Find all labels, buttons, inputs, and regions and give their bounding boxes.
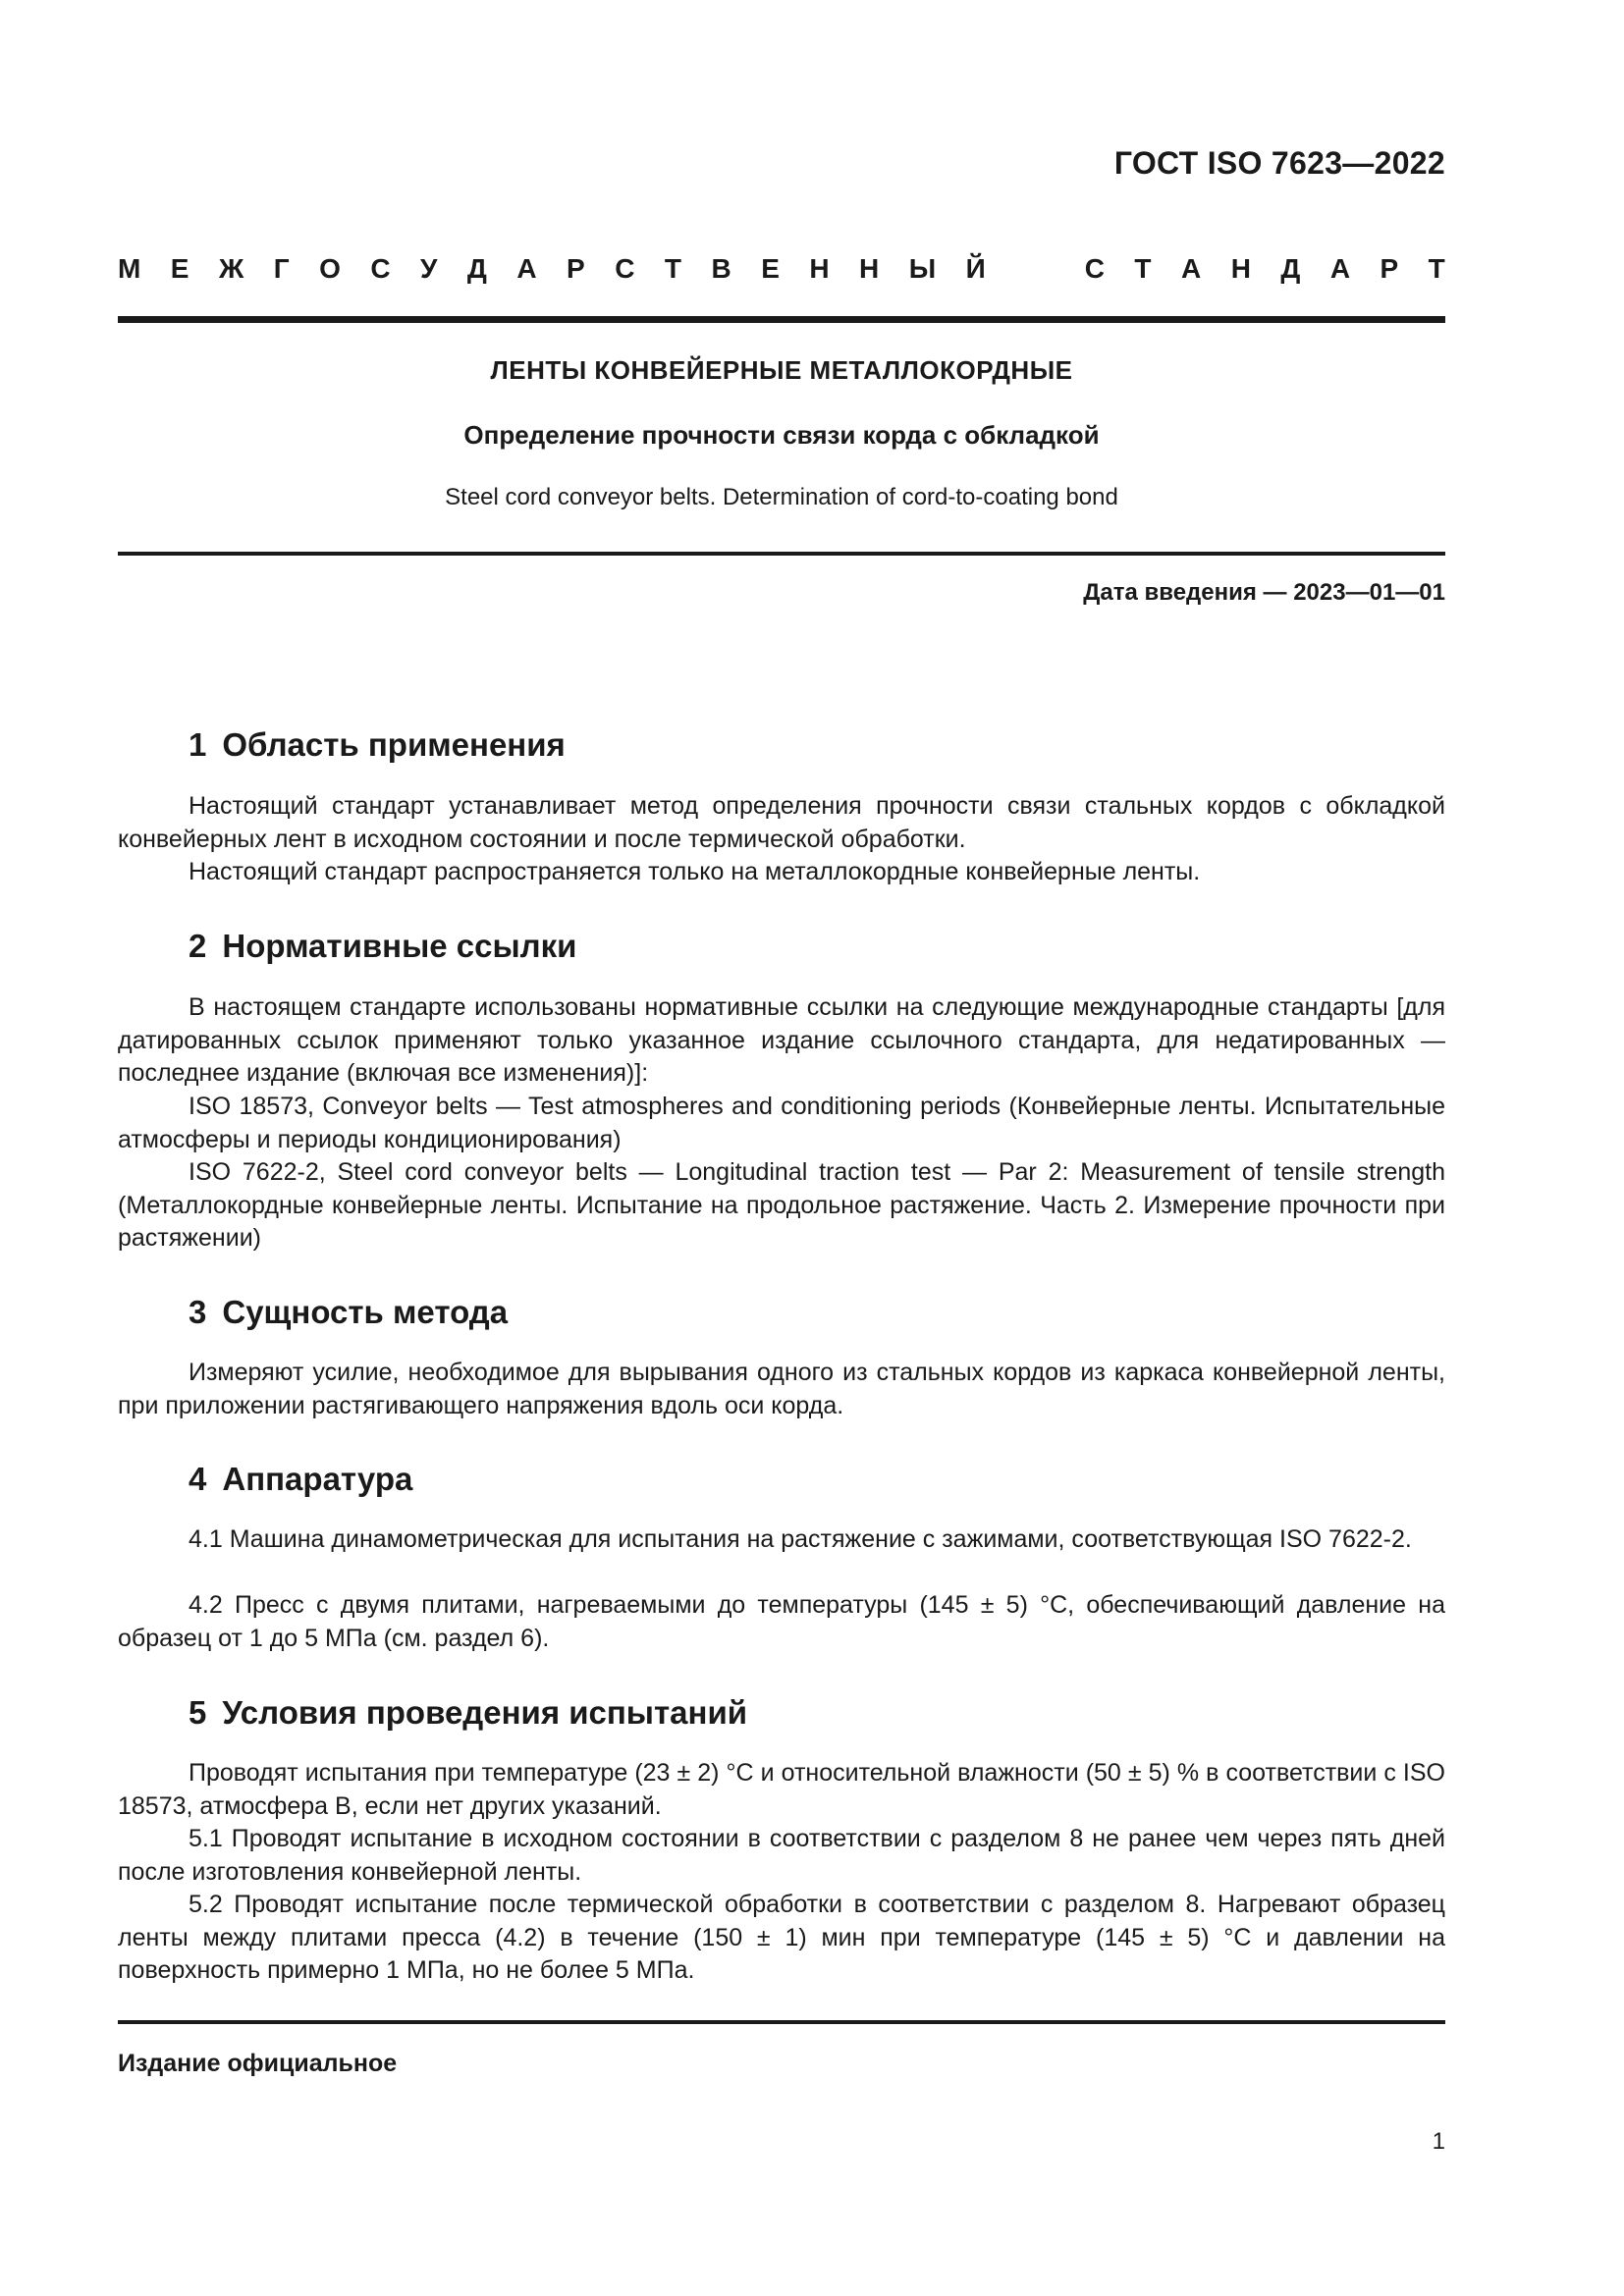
banner-letter: О <box>319 253 341 284</box>
banner-letter: Д <box>466 253 487 284</box>
banner-letter: А <box>1180 253 1202 284</box>
section-heading <box>189 1694 747 1732</box>
title-divider <box>118 552 1445 556</box>
page-number: 1 <box>1432 2128 1445 2155</box>
paragraph: Настоящий стандарт распространяется только на металлокордные конвейерные ленты. <box>189 858 1201 885</box>
paragraph: 5.2 Проводят испытание после термической обработки в соответствии с разделом 8. Нагревают образец ленты между плитами пресса (4.2) в течение (150 ± 1) мин при температуре (145 ± 5) °С и давлении на поверхность примерно 1 МПа, но не более 5 МПа. <box>118 1891 1445 1984</box>
paragraph: Измеряют усилие, необходимое для вырывания одного из стальных кордов из каркаса конвейерной ленты, при приложении растягивающего напряжения вдоль оси корда. <box>118 1359 1445 1419</box>
document-title-english: Steel cord conveyor belts. Determination of cord-to-coating bond <box>445 484 1118 510</box>
banner-letter: Р <box>1380 253 1399 284</box>
document-subtitle: Определение прочности связи корда с обкладкой <box>463 420 1100 450</box>
document-code: ГОСТ ISO 7623—2022 <box>1113 145 1445 181</box>
section-heading <box>189 1461 412 1498</box>
paragraph: ISO 18573, Conveyor belts — Test atmospheres and conditioning periods (Конвейерные ленты. Испытательные атмосферы и периоды кондиционирования) <box>118 1093 1445 1153</box>
section-title: Условия проведения испытаний <box>222 1694 748 1731</box>
document-title: ЛЕНТЫ КОНВЕЙЕРНЫЕ МЕТАЛЛОКОРДНЫЕ <box>490 355 1073 385</box>
section-heading <box>189 928 576 965</box>
banner-letter: Й <box>965 253 986 284</box>
banner-letter: С <box>615 253 635 284</box>
paragraph: В настоящем стандарте использованы нормативные ссылки на следующие международные стандарты [для датированных ссылок применяют только указанное издание ссылочного стандарта, для недатированных — последнее издание (включая все изменения)]: <box>118 993 1445 1087</box>
section-title: Нормативные ссылки <box>222 928 577 964</box>
banner-letter: А <box>1329 253 1351 284</box>
section-heading <box>189 1294 508 1331</box>
paragraph: ISO 7622-2, Steel cord conveyor belts — Longitudinal traction test — Par 2: Measurement of tensile strength (Металлокордные конвейерные ленты. Испытание на продольное растяжение. Часть 2. Измерение прочности при растяжении) <box>118 1158 1445 1252</box>
banner-letter: У <box>420 253 438 284</box>
introduction-date: Дата введения — 2023—01—01 <box>1083 579 1445 606</box>
paragraph: Настоящий стандарт устанавливает метод определения прочности связи стальных кордов с обкладкой конвейерных лент в исходном состоянии и после термической обработки. <box>118 792 1445 853</box>
footer-divider <box>118 2020 1445 2024</box>
section-number: 4 <box>189 1461 207 1497</box>
banner-letter: Е <box>170 253 189 284</box>
banner-letter: Н <box>1230 253 1251 284</box>
header-divider <box>118 316 1445 323</box>
banner-letter: Т <box>1428 253 1445 284</box>
section-title: Сущность метода <box>222 1294 509 1330</box>
banner-letter: Н <box>859 253 880 284</box>
section-number: 3 <box>189 1294 207 1330</box>
banner-letter: М <box>118 253 141 284</box>
banner-letter: С <box>1084 253 1105 284</box>
paragraph: Проводят испытания при температуре (23 ± 2) °С и относительной влажности (50 ± 5) % в соответствии с ISO 18573, атмосфера В, если нет других указаний. <box>118 1759 1445 1820</box>
banner-letter: Г <box>273 253 290 284</box>
interstate-standard-banner <box>118 253 1445 285</box>
banner-letter: Ж <box>218 253 244 284</box>
banner-letter: С <box>370 253 391 284</box>
paragraph: 4.1 Машина динамометрическая для испытания на растяжение с зажимами, соответствующая ISO 7622-2. <box>189 1525 1412 1553</box>
banner-letter: Е <box>761 253 780 284</box>
paragraph: 5.1 Проводят испытание в исходном состоянии в соответствии с разделом 8 не ранее чем через пять дней после изготовления конвейерной ленты. <box>118 1825 1445 1886</box>
banner-letter: Т <box>1134 253 1152 284</box>
section-number: 2 <box>189 928 207 964</box>
banner-letter: Н <box>809 253 830 284</box>
section-title: Область применения <box>222 726 566 763</box>
banner-letter: Д <box>1280 253 1301 284</box>
section-number: 1 <box>189 726 207 763</box>
banner-letter: Ы <box>908 253 937 284</box>
paragraph: 4.2 Пресс с двумя плитами, нагреваемыми до температуры (145 ± 5) °С, обеспечивающий давление на образец от 1 до 5 МПа (см. раздел 6). <box>118 1591 1445 1652</box>
banner-letter: В <box>711 253 731 284</box>
official-edition-label: Издание официальное <box>118 2050 398 2077</box>
section-title: Аппаратура <box>222 1461 413 1497</box>
banner-word-gap <box>1015 253 1055 285</box>
banner-letter: Т <box>664 253 682 284</box>
banner-letter: Р <box>567 253 585 284</box>
section-number: 5 <box>189 1694 207 1731</box>
section-heading <box>189 726 566 764</box>
banner-letter: А <box>516 253 537 284</box>
